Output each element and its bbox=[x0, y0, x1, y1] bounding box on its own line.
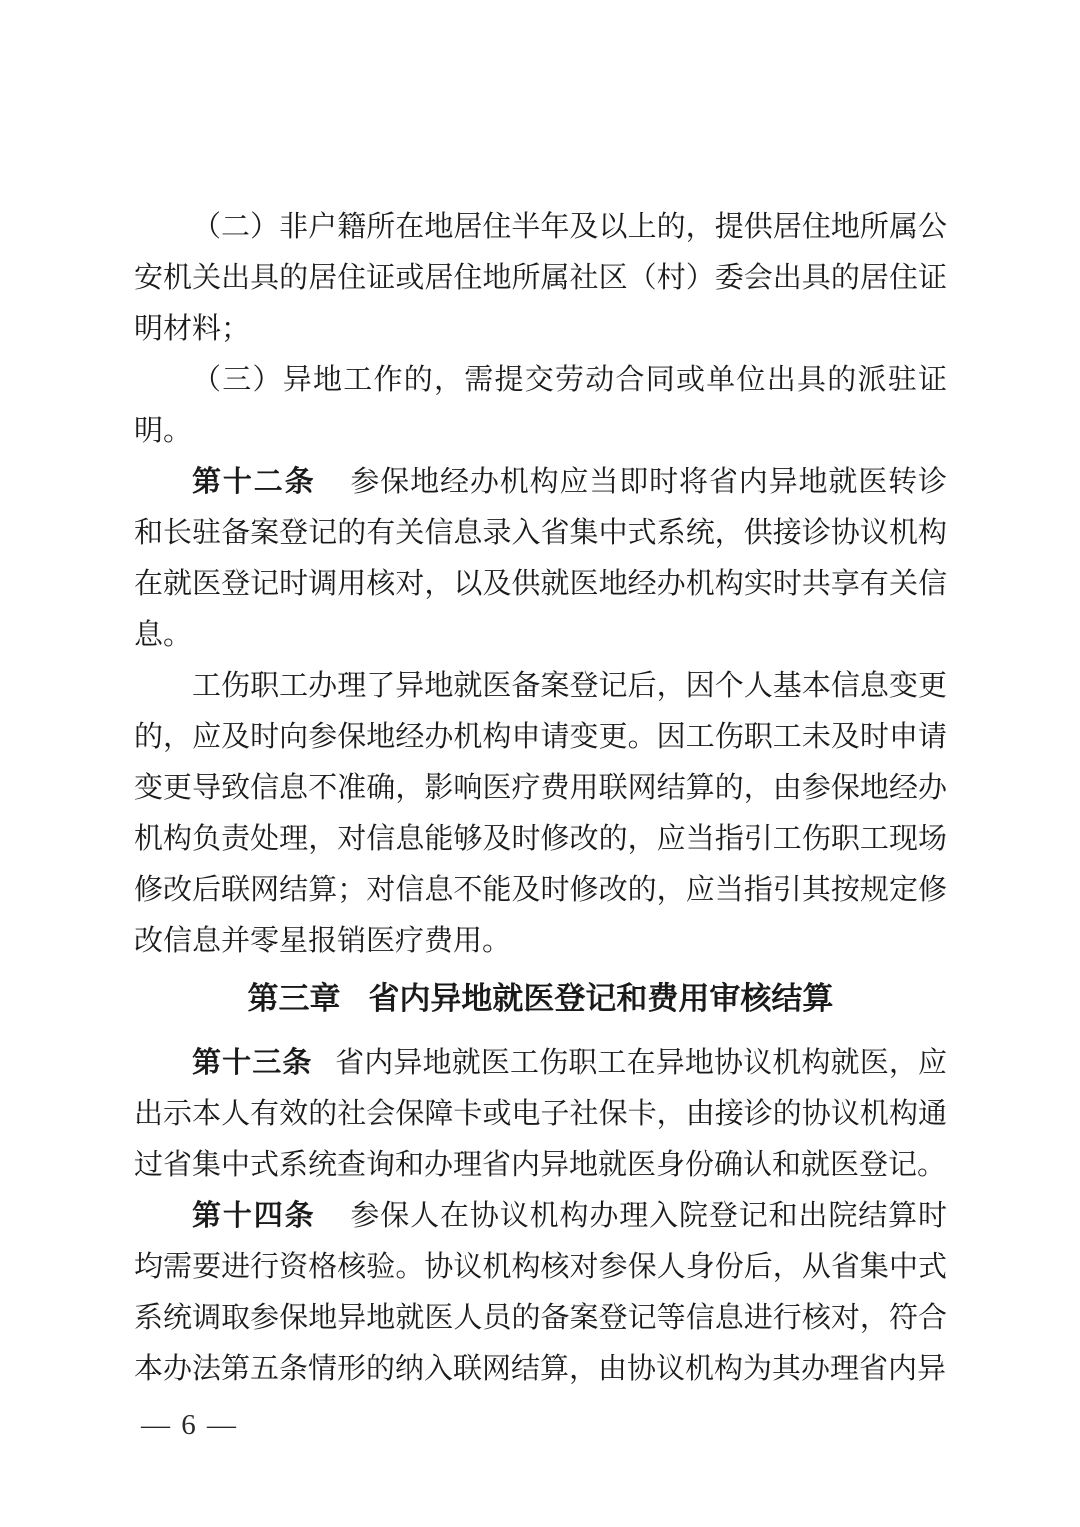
paragraph-item-3 bbox=[134, 355, 947, 457]
chapter-3-heading bbox=[134, 973, 947, 1024]
article-13-number: 第十三条 bbox=[192, 1047, 313, 1079]
article-14-text: 参保人在协议机构办理入院登记和出院结算时均需要进行资格核验。协议机构核对参保人身份后，从省集中式系统调取参保地异地就医人员的备案登记等信息进行核对，符合本办法第五条情形的纳入联网结算，由协议机构为其办理省内异 bbox=[134, 1200, 947, 1385]
document-body bbox=[134, 202, 947, 1395]
article-12-para-2-text: 工伤职工办理了异地就医备案登记后，因个人基本信息变更的，应及时向参保地经办机构申请变更。因工伤职工未及时申请变更导致信息不准确，影响医疗费用联网结算的，由参保地经办机构负责处理，对信息能够及时修改的，应当指引工伤职工现场修改后联网结算；对信息不能及时修改的，应当指引其按规定修改信息并零星报销医疗费用。 bbox=[134, 670, 947, 957]
page-footer bbox=[141, 1405, 238, 1445]
paragraph-article-14 bbox=[134, 1191, 947, 1395]
paragraph-item-2-text: （二）非户籍所在地居住半年及以上的，提供居住地所属公安机关出具的居住证或居住地所属社区（村）委会出具的居住证明材料； bbox=[134, 211, 947, 345]
article-14-number: 第十四条 bbox=[192, 1200, 316, 1232]
page-number: — 6 — bbox=[141, 1409, 238, 1441]
chapter-3-number: 第三章 bbox=[247, 981, 341, 1016]
paragraph-article-12 bbox=[134, 457, 947, 661]
article-12-number: 第十二条 bbox=[192, 466, 316, 498]
chapter-3-title: 省内异地就医登记和费用审核结算 bbox=[368, 981, 834, 1016]
article-12-text: 参保地经办机构应当即时将省内异地就医转诊和长驻备案登记的有关信息录入省集中式系统，供接诊协议机构在就医登记时调用核对，以及供就医地经办机构实时共享有关信息。 bbox=[134, 466, 947, 651]
paragraph-item-2 bbox=[134, 202, 947, 355]
article-13-text: 省内异地就医工伤职工在异地协议机构就医，应出示本人有效的社会保障卡或电子社保卡，由接诊的协议机构通过省集中式系统查询和办理省内异地就医身份确认和就医登记。 bbox=[134, 1047, 947, 1181]
paragraph-article-13 bbox=[134, 1038, 947, 1191]
paragraph-item-3-text: （三）异地工作的，需提交劳动合同或单位出具的派驻证明。 bbox=[134, 364, 947, 447]
paragraph-article-12-para-2 bbox=[134, 661, 947, 967]
